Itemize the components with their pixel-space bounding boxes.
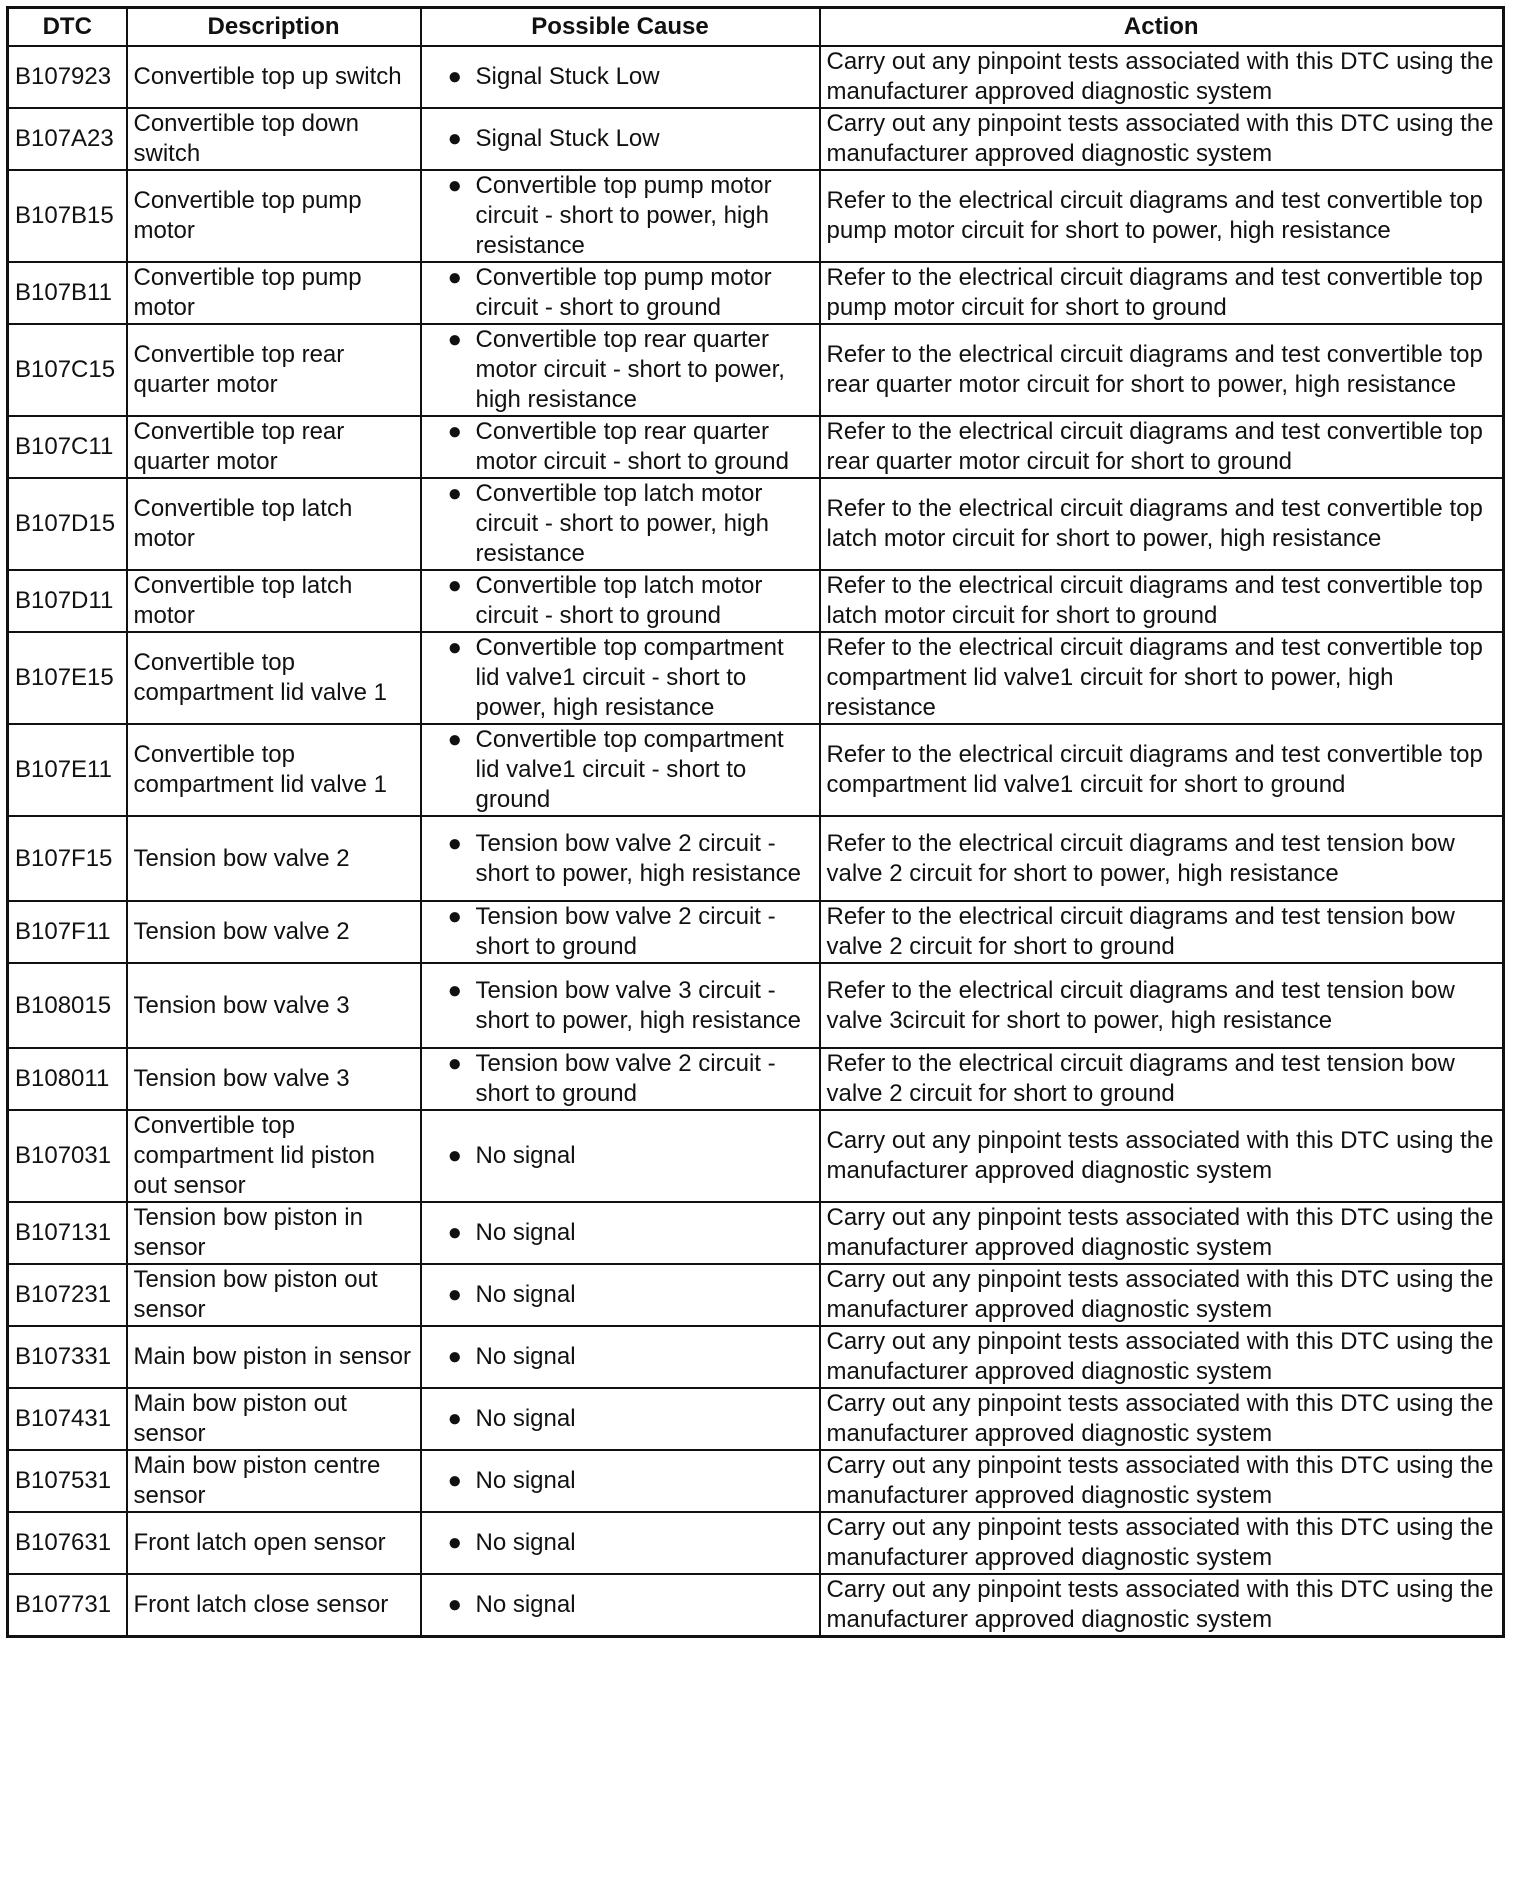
bullet-icon: ●: [447, 726, 462, 753]
action-text: Refer to the electrical circuit diagrams and test tension bow valve 2 circuit for short to power, high resistance: [826, 829, 1455, 887]
possible-cause-item: [428, 1590, 813, 1620]
action-cell: [820, 570, 1504, 632]
dtc-document: [6, 6, 1502, 1638]
possible-cause-text: Signal Stuck Low: [475, 125, 660, 152]
dtc-code: B107E11: [15, 756, 112, 783]
action-text: Refer to the electrical circuit diagrams and test convertible top rear quarter motor circuit for short to power, high resistance: [826, 341, 1483, 398]
description-cell: [127, 570, 421, 632]
possible-cause-item: [428, 1342, 813, 1372]
description-cell: [127, 1110, 421, 1202]
table-row: [8, 1326, 1504, 1388]
possible-cause-item: [428, 124, 813, 154]
description-text: Tension bow valve 2: [133, 918, 350, 945]
dtc-code: B107E15: [15, 664, 114, 691]
dtc-code: B107F11: [15, 918, 111, 945]
action-cell: [820, 1574, 1504, 1637]
header-possible-cause: Possible Cause: [421, 8, 820, 47]
dtc-code-cell: [8, 816, 127, 901]
possible-cause-item: [428, 417, 813, 477]
possible-cause-cell: [421, 170, 820, 262]
description-cell: [127, 816, 421, 901]
dtc-code-cell: [8, 1048, 127, 1110]
possible-cause-cell: [421, 963, 820, 1048]
description-cell: [127, 170, 421, 262]
dtc-code: B107531: [15, 1467, 112, 1494]
possible-cause-item: [428, 1466, 813, 1496]
possible-cause-item: [428, 829, 813, 889]
possible-cause-text: No signal: [475, 1405, 576, 1432]
possible-cause-item: [428, 479, 813, 569]
description-text: Convertible top latch motor: [133, 495, 353, 552]
action-cell: [820, 1326, 1504, 1388]
header-row: [8, 8, 1504, 47]
action-cell: [820, 1110, 1504, 1202]
action-cell: [820, 816, 1504, 901]
table-row: [8, 108, 1504, 170]
dtc-code-cell: [8, 901, 127, 963]
dtc-code-cell: [8, 632, 127, 724]
bullet-icon: ●: [447, 125, 462, 152]
description-cell: [127, 1264, 421, 1326]
possible-cause-item: [428, 902, 813, 962]
action-cell: [820, 963, 1504, 1048]
possible-cause-text: No signal: [475, 1467, 576, 1494]
dtc-table-body: [8, 46, 1504, 1637]
dtc-code-cell: [8, 1450, 127, 1512]
table-row: [8, 816, 1504, 901]
possible-cause-item: [428, 725, 813, 815]
dtc-code-cell: [8, 170, 127, 262]
action-text: Carry out any pinpoint tests associated with this DTC using the manufacturer approved diagnostic system: [826, 110, 1494, 167]
bullet-icon: ●: [447, 1281, 462, 1308]
possible-cause-item: [428, 633, 813, 723]
dtc-code: B107F15: [15, 844, 113, 872]
action-cell: [820, 724, 1504, 816]
description-cell: [127, 324, 421, 416]
table-row: [8, 632, 1504, 724]
possible-cause-item: [428, 1528, 813, 1558]
possible-cause-cell: [421, 724, 820, 816]
description-text: Convertible top rear quarter motor: [133, 341, 345, 398]
description-text: Convertible top compartment lid valve 1: [133, 741, 387, 798]
action-cell: [820, 632, 1504, 724]
description-cell: [127, 1326, 421, 1388]
possible-cause-text: Tension bow valve 2 circuit - short to ground: [475, 1050, 776, 1107]
table-row: [8, 478, 1504, 570]
action-text: Refer to the electrical circuit diagrams and test convertible top rear quarter motor circuit for short to ground: [826, 418, 1483, 475]
possible-cause-cell: [421, 901, 820, 963]
dtc-code: B107C15: [15, 356, 116, 383]
description-text: Main bow piston in sensor: [133, 1343, 411, 1370]
bullet-icon: ●: [447, 326, 462, 353]
dtc-code-cell: [8, 108, 127, 170]
possible-cause-item: [428, 1280, 813, 1310]
dtc-code-cell: [8, 1388, 127, 1450]
dtc-code-cell: [8, 416, 127, 478]
action-text: Carry out any pinpoint tests associated with this DTC using the manufacturer approved diagnostic system: [826, 1266, 1494, 1323]
description-cell: [127, 963, 421, 1048]
action-cell: [820, 170, 1504, 262]
bullet-icon: ●: [447, 976, 462, 1004]
possible-cause-text: Convertible top rear quarter motor circuit - short to power, high resistance: [475, 326, 785, 413]
possible-cause-item: [428, 1404, 813, 1434]
bullet-icon: ●: [447, 903, 462, 930]
table-row: [8, 963, 1504, 1048]
dtc-code: B107C11: [15, 433, 114, 460]
table-row: [8, 1264, 1504, 1326]
table-row: [8, 324, 1504, 416]
bullet-icon: ●: [447, 264, 462, 291]
description-text: Tension bow valve 3: [133, 1065, 350, 1092]
action-cell: [820, 1388, 1504, 1450]
table-row: [8, 416, 1504, 478]
action-text: Refer to the electrical circuit diagrams and test convertible top compartment lid valve1 circuit for short to ground: [826, 741, 1483, 798]
action-cell: [820, 1264, 1504, 1326]
action-cell: [820, 324, 1504, 416]
table-row: [8, 1110, 1504, 1202]
dtc-code-cell: [8, 724, 127, 816]
possible-cause-cell: [421, 1202, 820, 1264]
action-cell: [820, 262, 1504, 324]
header-dtc: DTC: [8, 8, 127, 47]
description-text: Convertible top down switch: [133, 110, 359, 167]
dtc-code: B108015: [15, 991, 112, 1019]
description-cell: [127, 262, 421, 324]
possible-cause-cell: [421, 478, 820, 570]
bullet-icon: ●: [447, 634, 462, 661]
dtc-code-cell: [8, 324, 127, 416]
description-cell: [127, 1450, 421, 1512]
dtc-code: B107731: [15, 1591, 112, 1618]
description-text: Convertible top compartment lid piston out sensor: [133, 1112, 375, 1199]
dtc-code-cell: [8, 1326, 127, 1388]
table-row: [8, 1574, 1504, 1637]
dtc-code: B107D15: [15, 510, 116, 537]
description-text: Tension bow piston out sensor: [133, 1266, 378, 1323]
bullet-icon: ●: [447, 480, 462, 507]
dtc-code: B107131: [15, 1219, 112, 1246]
header-action: Action: [820, 8, 1504, 47]
possible-cause-item: [428, 1141, 813, 1171]
action-text: Refer to the electrical circuit diagrams and test convertible top latch motor circuit for short to ground: [826, 572, 1483, 629]
possible-cause-cell: [421, 816, 820, 901]
dtc-code: B107331: [15, 1343, 112, 1370]
possible-cause-item: [428, 571, 813, 631]
possible-cause-text: Tension bow valve 2 circuit - short to power, high resistance: [475, 829, 802, 887]
possible-cause-text: Convertible top pump motor circuit - short to power, high resistance: [475, 172, 772, 259]
dtc-code-cell: [8, 963, 127, 1048]
possible-cause-cell: [421, 1450, 820, 1512]
possible-cause-cell: [421, 108, 820, 170]
possible-cause-text: No signal: [475, 1281, 576, 1308]
table-row: [8, 1048, 1504, 1110]
possible-cause-item: [428, 263, 813, 323]
possible-cause-cell: [421, 262, 820, 324]
possible-cause-text: Convertible top latch motor circuit - short to power, high resistance: [475, 480, 769, 567]
description-text: Main bow piston out sensor: [133, 1390, 347, 1447]
description-text: Main bow piston centre sensor: [133, 1452, 381, 1509]
dtc-code-cell: [8, 1574, 127, 1637]
possible-cause-text: Convertible top rear quarter motor circuit - short to ground: [475, 418, 789, 475]
description-cell: [127, 1388, 421, 1450]
description-text: Convertible top latch motor: [133, 572, 353, 629]
action-text: Carry out any pinpoint tests associated with this DTC using the manufacturer approved diagnostic system: [826, 48, 1494, 105]
possible-cause-cell: [421, 632, 820, 724]
dtc-code-cell: [8, 46, 127, 108]
action-text: Refer to the electrical circuit diagrams and test tension bow valve 2 circuit for short to ground: [826, 903, 1455, 960]
possible-cause-text: Convertible top pump motor circuit - short to ground: [475, 264, 772, 321]
table-row: [8, 1450, 1504, 1512]
dtc-code: B107231: [15, 1281, 112, 1308]
possible-cause-text: Convertible top compartment lid valve1 circuit - short to ground: [475, 726, 784, 813]
dtc-code: B108011: [15, 1065, 110, 1092]
possible-cause-cell: [421, 1264, 820, 1326]
dtc-code-cell: [8, 570, 127, 632]
possible-cause-item: [428, 171, 813, 261]
description-text: Convertible top compartment lid valve 1: [133, 649, 387, 706]
possible-cause-text: No signal: [475, 1343, 576, 1370]
possible-cause-cell: [421, 570, 820, 632]
description-cell: [127, 1202, 421, 1264]
bullet-icon: ●: [447, 1591, 462, 1618]
possible-cause-item: [428, 62, 813, 92]
description-text: Convertible top up switch: [133, 63, 402, 90]
possible-cause-cell: [421, 1512, 820, 1574]
possible-cause-text: No signal: [475, 1529, 576, 1556]
dtc-code: B107A23: [15, 125, 114, 152]
description-cell: [127, 724, 421, 816]
possible-cause-cell: [421, 46, 820, 108]
dtc-code-cell: [8, 1110, 127, 1202]
possible-cause-text: No signal: [475, 1142, 576, 1169]
dtc-code: B107923: [15, 63, 112, 90]
dtc-code-cell: [8, 478, 127, 570]
dtc-code: B107631: [15, 1529, 112, 1556]
table-row: [8, 570, 1504, 632]
action-cell: [820, 478, 1504, 570]
description-text: Convertible top pump motor: [133, 264, 362, 321]
table-row: [8, 46, 1504, 108]
action-text: Refer to the electrical circuit diagrams and test tension bow valve 2 circuit for short to ground: [826, 1050, 1455, 1107]
possible-cause-text: Tension bow valve 2 circuit - short to ground: [475, 903, 776, 960]
action-cell: [820, 1512, 1504, 1574]
action-text: Carry out any pinpoint tests associated with this DTC using the manufacturer approved diagnostic system: [826, 1452, 1494, 1509]
dtc-code: B107431: [15, 1405, 112, 1432]
table-row: [8, 901, 1504, 963]
action-text: Refer to the electrical circuit diagrams and test tension bow valve 3circuit for short to power, high resistance: [826, 976, 1455, 1034]
description-cell: [127, 46, 421, 108]
action-cell: [820, 1202, 1504, 1264]
possible-cause-cell: [421, 416, 820, 478]
description-text: Tension bow valve 3: [133, 991, 350, 1019]
possible-cause-item: [428, 325, 813, 415]
table-row: [8, 1512, 1504, 1574]
bullet-icon: ●: [447, 829, 462, 857]
bullet-icon: ●: [447, 418, 462, 445]
description-text: Tension bow piston in sensor: [133, 1204, 363, 1261]
action-cell: [820, 901, 1504, 963]
possible-cause-text: Convertible top compartment lid valve1 circuit - short to power, high resistance: [475, 634, 784, 721]
action-text: Refer to the electrical circuit diagrams and test convertible top pump motor circuit for short to ground: [826, 264, 1483, 321]
description-cell: [127, 901, 421, 963]
description-text: Front latch open sensor: [133, 1529, 386, 1556]
possible-cause-cell: [421, 1326, 820, 1388]
dtc-code-cell: [8, 1202, 127, 1264]
possible-cause-cell: [421, 1048, 820, 1110]
bullet-icon: ●: [447, 1050, 462, 1077]
dtc-code-cell: [8, 262, 127, 324]
description-text: Front latch close sensor: [133, 1591, 389, 1618]
bullet-icon: ●: [447, 1142, 462, 1169]
possible-cause-text: No signal: [475, 1591, 576, 1618]
possible-cause-cell: [421, 1388, 820, 1450]
action-text: Carry out any pinpoint tests associated with this DTC using the manufacturer approved diagnostic system: [826, 1127, 1494, 1184]
description-cell: [127, 416, 421, 478]
possible-cause-text: Signal Stuck Low: [475, 63, 660, 90]
possible-cause-text: No signal: [475, 1219, 576, 1246]
bullet-icon: ●: [447, 1405, 462, 1432]
description-cell: [127, 1048, 421, 1110]
possible-cause-cell: [421, 1110, 820, 1202]
bullet-icon: ●: [447, 1219, 462, 1246]
possible-cause-text: Convertible top latch motor circuit - short to ground: [475, 572, 763, 629]
table-row: [8, 724, 1504, 816]
table-row: [8, 170, 1504, 262]
table-row: [8, 262, 1504, 324]
description-text: Convertible top rear quarter motor: [133, 418, 345, 475]
bullet-icon: ●: [447, 572, 462, 599]
possible-cause-item: [428, 1049, 813, 1109]
header-description: Description: [127, 8, 421, 47]
description-text: Tension bow valve 2: [133, 844, 350, 872]
dtc-code-cell: [8, 1264, 127, 1326]
bullet-icon: ●: [447, 1467, 462, 1494]
possible-cause-cell: [421, 1574, 820, 1637]
dtc-code: B107031: [15, 1142, 112, 1169]
dtc-code: B107B15: [15, 202, 114, 229]
description-cell: [127, 478, 421, 570]
action-cell: [820, 1450, 1504, 1512]
description-cell: [127, 108, 421, 170]
dtc-code: B107B11: [15, 279, 112, 306]
action-text: Carry out any pinpoint tests associated with this DTC using the manufacturer approved diagnostic system: [826, 1328, 1494, 1385]
table-row: [8, 1388, 1504, 1450]
bullet-icon: ●: [447, 63, 462, 90]
action-text: Carry out any pinpoint tests associated with this DTC using the manufacturer approved diagnostic system: [826, 1390, 1494, 1447]
possible-cause-item: [428, 976, 813, 1036]
action-cell: [820, 108, 1504, 170]
action-cell: [820, 1048, 1504, 1110]
description-cell: [127, 1512, 421, 1574]
action-cell: [820, 46, 1504, 108]
bullet-icon: ●: [447, 1343, 462, 1370]
action-text: Refer to the electrical circuit diagrams and test convertible top pump motor circuit for short to power, high resistance: [826, 187, 1483, 244]
dtc-code-cell: [8, 1512, 127, 1574]
possible-cause-text: Tension bow valve 3 circuit - short to power, high resistance: [475, 976, 802, 1034]
action-text: Carry out any pinpoint tests associated with this DTC using the manufacturer approved diagnostic system: [826, 1514, 1494, 1571]
table-row: [8, 1202, 1504, 1264]
possible-cause-cell: [421, 324, 820, 416]
description-cell: [127, 632, 421, 724]
action-text: Carry out any pinpoint tests associated with this DTC using the manufacturer approved diagnostic system: [826, 1576, 1494, 1633]
dtc-code: B107D11: [15, 587, 114, 614]
description-text: Convertible top pump motor: [133, 187, 362, 244]
action-text: Refer to the electrical circuit diagrams and test convertible top compartment lid valve1 circuit for short to power, high resistance: [826, 634, 1483, 721]
possible-cause-item: [428, 1218, 813, 1248]
bullet-icon: ●: [447, 1529, 462, 1556]
action-text: Refer to the electrical circuit diagrams and test convertible top latch motor circuit for short to power, high resistance: [826, 495, 1483, 552]
bullet-icon: ●: [447, 172, 462, 199]
dtc-table: [6, 6, 1505, 1638]
description-cell: [127, 1574, 421, 1637]
action-text: Carry out any pinpoint tests associated with this DTC using the manufacturer approved diagnostic system: [826, 1204, 1494, 1261]
action-cell: [820, 416, 1504, 478]
